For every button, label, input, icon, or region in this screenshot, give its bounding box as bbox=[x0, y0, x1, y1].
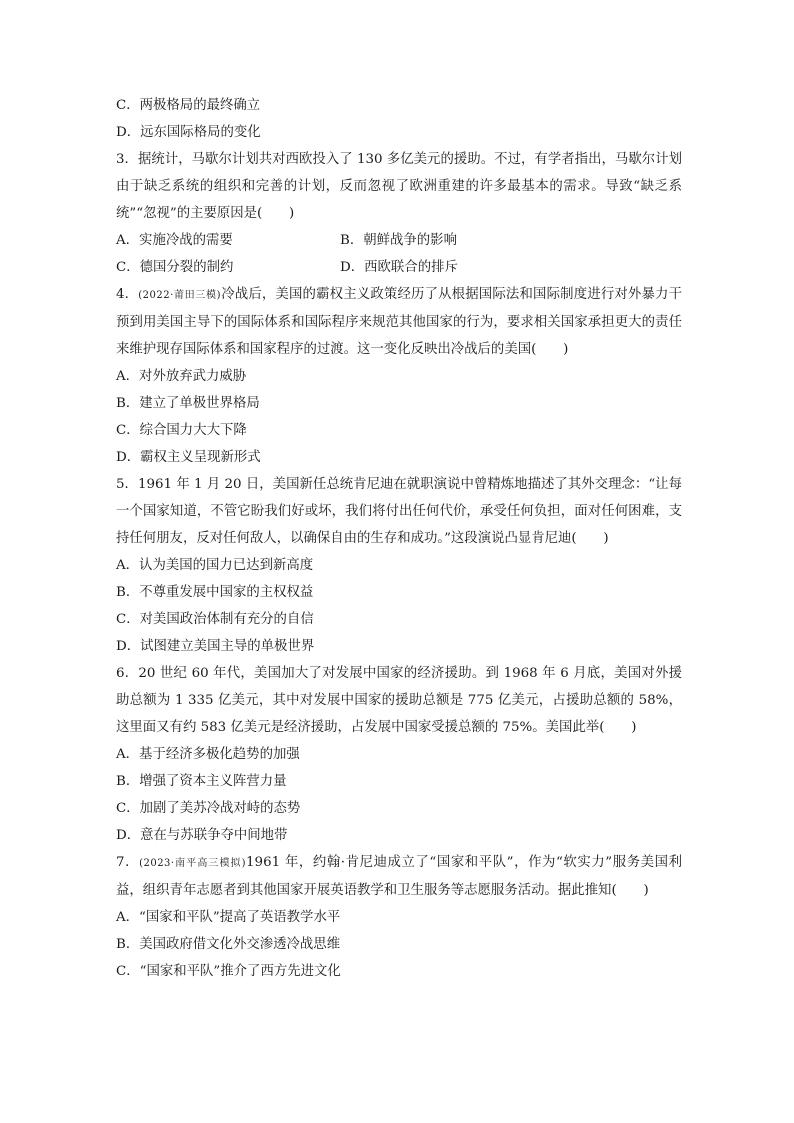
question-3-text: 据统计，马歇尔计划共对西欧投入了 130 多亿美元的援助。不过，有学者指出，马歇尔计划由于缺乏系统的组织和完善的计划，反而忽视了欧洲重建的许多最基本的需求。导致“缺乏系统”“忽视”的主要原因是( ) bbox=[116, 152, 682, 221]
question-5-text: 1961 年 1 月 20 日，美国新任总统肯尼迪在就职演说中曾精炼地描述了其外交理念：“让每一个国家知道，不管它盼我们好或坏，我们将付出任何代价，承受任何负担，面对任何困难，支持任何朋友，反对任何敌人，以确保自由的生存和成功。”这段演说凸显肯尼迪( ) bbox=[116, 477, 682, 546]
q6-option-d: D．意在与苏联争夺中间地带 bbox=[116, 828, 288, 843]
q3-option-c: C．德国分裂的制约 bbox=[116, 260, 234, 275]
q2-option-d: D．远东国际格局的变化 bbox=[116, 125, 261, 140]
q6-option-a: A．基于经济多极化趋势的加强 bbox=[116, 747, 300, 762]
q5-option-b: B．不尊重发展中国家的主权权益 bbox=[116, 585, 314, 600]
q4-option-b: B．建立了单极世界格局 bbox=[116, 396, 260, 411]
question-4-text: 冷战后，美国的霸权主义政策经历了从根据国际法和国际制度进行对外暴力干预到用美国主导下的国际体系和国际程序来规范其他国家的行为，要求相关国家承担更大的责任来维护现存国际体系和国家程序的过渡。这一变化反映出冷战后的美国( ) bbox=[116, 287, 682, 357]
question-3-options-row-2 bbox=[116, 254, 682, 281]
question-7-stem bbox=[116, 849, 682, 904]
q7-option-b: B．美国政府借文化外交渗透冷战思维 bbox=[116, 937, 341, 952]
question-6-number: 6． bbox=[116, 666, 139, 681]
q5-option-d: D．试图建立美国主导的单极世界 bbox=[116, 639, 315, 654]
question-4-source: (2022·莆田三模) bbox=[138, 290, 222, 301]
q4-option-d: D．霸权主义呈现新形式 bbox=[116, 450, 261, 465]
question-7-source: (2023·南平高三模拟) bbox=[139, 858, 247, 869]
question-3-options-row-1 bbox=[116, 227, 682, 254]
question-7-number: 7． bbox=[116, 855, 140, 870]
q6-option-c: C．加剧了美苏冷战对峙的态势 bbox=[116, 801, 301, 816]
question-7-text: 1961 年，约翰·肯尼迪成立了“国家和平队”，作为“软实力”服务美国利益，组织青年志愿者到其他国家开展英语教学和卫生服务等志愿服务活动。据此推知( ) bbox=[116, 855, 682, 898]
question-6-stem bbox=[116, 660, 682, 741]
question-6-text: 20 世纪 60 年代，美国加大了对发展中国家的经济援助。到 1968 年 6 月底，美国对外援助总额为 1 335 亿美元，其中对发展中国家的援助总额是 775 亿美元，占援助总额的 58%，这里面又有约 583 亿美元是经济援助，占发展中国家受援总额的 75%。美国此举( ) bbox=[116, 666, 682, 735]
question-4-stem bbox=[116, 281, 682, 363]
q6-option-b: B．增强了资本主义阵营力量 bbox=[116, 774, 287, 789]
q4-option-a: A．对外放弃武力威胁 bbox=[116, 369, 247, 384]
q3-option-a: A．实施冷战的需要 bbox=[116, 233, 233, 248]
question-3-number: 3． bbox=[116, 152, 138, 167]
q7-option-a: A．“国家和平队”提高了英语教学水平 bbox=[116, 910, 341, 925]
exam-page bbox=[116, 92, 682, 985]
question-5-stem bbox=[116, 471, 682, 552]
q3-option-d: D．西欧联合的排斥 bbox=[340, 260, 458, 275]
question-4-number: 4． bbox=[116, 287, 139, 302]
q7-option-c: C．“国家和平队”推介了西方先进文化 bbox=[116, 964, 341, 979]
question-5-number: 5． bbox=[116, 477, 138, 492]
q5-option-a: A．认为美国的国力已达到新高度 bbox=[116, 558, 314, 573]
q3-option-b: B．朝鲜战争的影响 bbox=[340, 233, 457, 248]
question-3-stem bbox=[116, 146, 682, 227]
q4-option-c: C．综合国力大大下降 bbox=[116, 423, 247, 438]
q2-option-c: C．两极格局的最终确立 bbox=[116, 98, 261, 113]
q5-option-c: C．对美国政治体制有充分的自信 bbox=[116, 612, 314, 627]
